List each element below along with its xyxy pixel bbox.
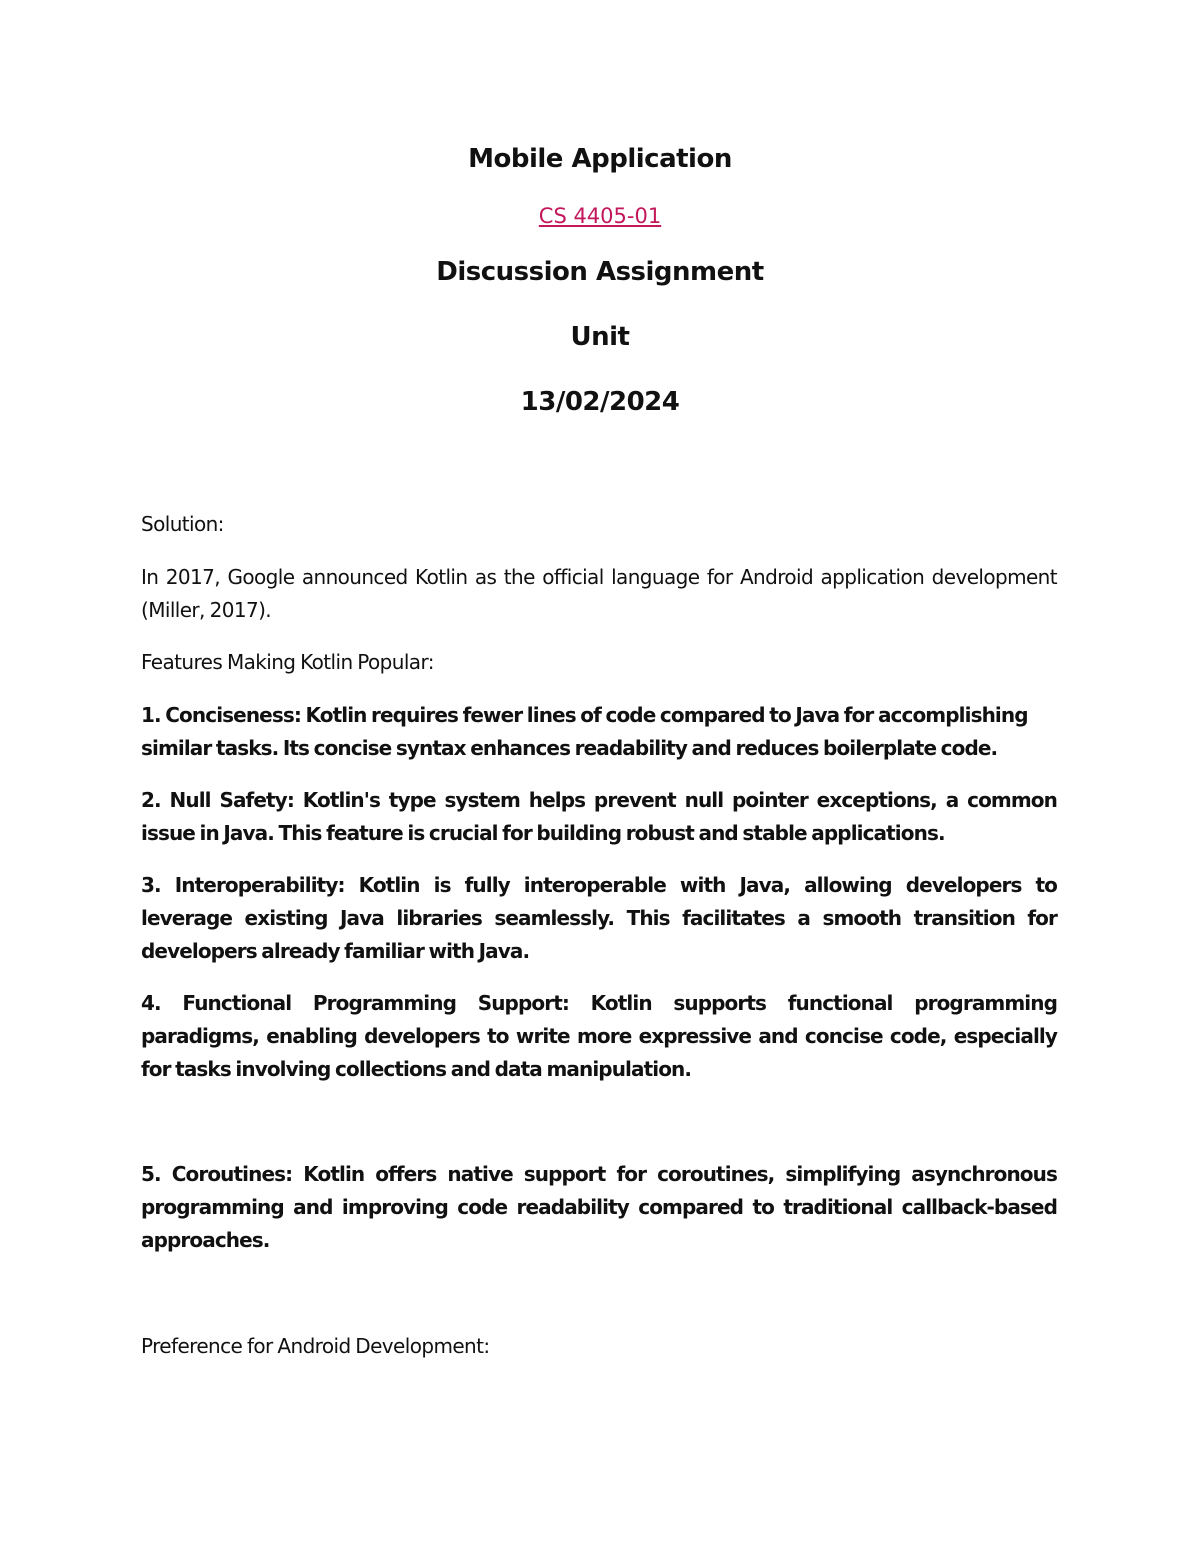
assignment-date: 13/02/2024 — [520, 387, 680, 417]
feature-item-null-safety: 2. Null Safety: Kotlin's type system helps prevent null pointer exceptions, a common issue in Java. This feature is crucial for building robust and stable applications. — [141, 788, 1057, 845]
course-code-link[interactable]: CS 4405-01 — [538, 204, 662, 228]
feature-item-interoperability: 3. Interoperability: Kotlin is fully interoperable with Java, allowing developers to leverage existing Java libraries seamlessly. This facilitates a smooth transition for developers already familiar with Java. — [141, 873, 1057, 963]
preference-heading: Preference for Android Development: — [141, 1334, 490, 1358]
feature-item-conciseness: 1. Conciseness: Kotlin requires fewer lines of code compared to Java for accomplishing similar tasks. Its concise syntax enhances readability and reduces boilerplate code. — [141, 703, 1028, 760]
unit-label: Unit — [570, 322, 630, 352]
features-heading: Features Making Kotlin Popular: — [141, 650, 434, 674]
assignment-subtitle: Discussion Assignment — [436, 257, 764, 287]
feature-item-coroutines: 5. Coroutines: Kotlin offers native support for coroutines, simplifying asynchronous programming and improving code readability compared to traditional callback-based approaches. — [141, 1162, 1057, 1252]
feature-item-functional-programming: 4. Functional Programming Support: Kotlin supports functional programming paradigms, enabling developers to write more expressive and concise code, especially for tasks involving collections and data manipulation. — [141, 991, 1057, 1081]
document-title: Mobile Application — [468, 144, 732, 174]
intro-paragraph: In 2017, Google announced Kotlin as the official language for Android application development (Miller, 2017). — [141, 565, 1057, 622]
solution-label: Solution: — [141, 512, 224, 536]
